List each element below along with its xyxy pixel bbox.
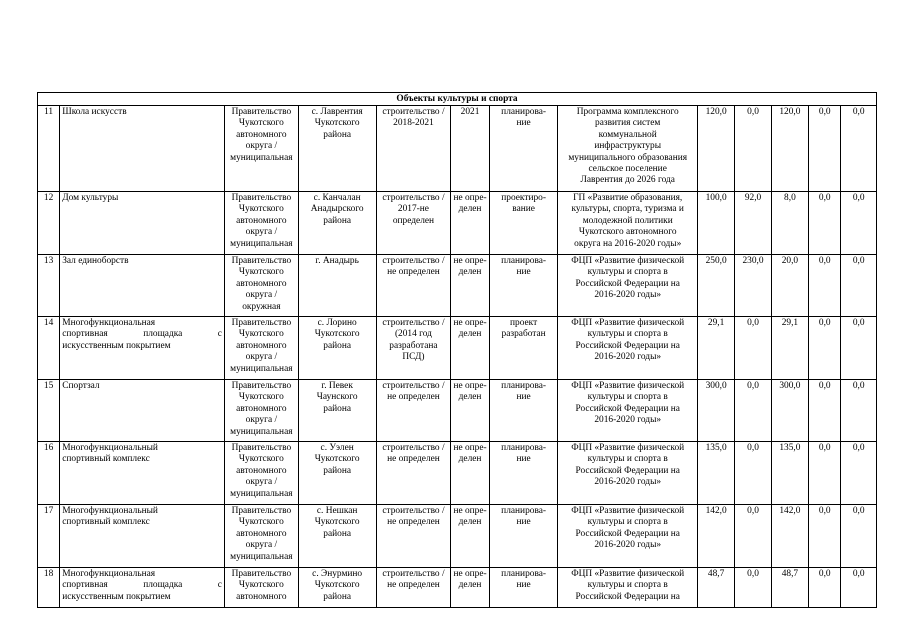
program-cell: ФЦП «Развитие физической культуры и спорта в Российской Федерации на bbox=[558, 568, 697, 608]
location-cell: с. Лаврентия Чукотского района bbox=[298, 106, 376, 192]
object-name-line: Многофункциональная bbox=[62, 318, 156, 328]
program-cell: ФЦП «Развитие физической культуры и спорта в Российской Федерации на 2016-2020 годы» bbox=[558, 317, 697, 380]
value-total: 250,0 bbox=[697, 255, 734, 317]
object-name: Многофункциональный спортивный комплекс bbox=[60, 442, 225, 505]
value-col-2: 0,0 bbox=[735, 380, 771, 442]
location-cell: с. Канчалан Анадырского района bbox=[298, 192, 376, 255]
value-col-4: 0,0 bbox=[809, 568, 841, 608]
location-cell: с. Лорино Чукотского района bbox=[298, 317, 376, 380]
stage-cell: планирова- ние bbox=[489, 380, 558, 442]
value-col-3: 29,1 bbox=[771, 317, 808, 380]
work-type-cell: строительство / не определен bbox=[376, 380, 451, 442]
row-number: 14 bbox=[38, 317, 60, 380]
table-row bbox=[38, 192, 877, 255]
value-col-4: 0,0 bbox=[809, 505, 841, 568]
customer-cell: Правительство Чукотского автономного округа / муниципальная bbox=[224, 442, 298, 505]
year-cell: не опре- делен bbox=[451, 442, 489, 505]
value-col-5: 0,0 bbox=[841, 505, 877, 568]
value-col-3: 20,0 bbox=[771, 255, 808, 317]
table-row bbox=[38, 317, 877, 380]
year-cell: не опре- делен bbox=[451, 505, 489, 568]
customer-cell: Правительство Чукотского автономного округа / муниципальная bbox=[224, 192, 298, 255]
location-cell: г. Анадырь bbox=[298, 255, 376, 317]
year-cell: не опре- делен bbox=[451, 192, 489, 255]
table-row bbox=[38, 380, 877, 442]
object-name: Спортзал bbox=[60, 380, 225, 442]
program-cell: Программа комплексного развития систем коммунальной инфраструктуры муниципального образования сельское поселение Лаврентия до 2026 года bbox=[558, 106, 697, 192]
object-name-line: спортивная площадка с bbox=[62, 329, 222, 340]
object-name: Школа искусств bbox=[60, 106, 225, 192]
location-cell: с. Энурмино Чукотского района bbox=[298, 568, 376, 608]
document-table-page bbox=[37, 92, 877, 640]
customer-cell: Правительство Чукотского автономного bbox=[224, 568, 298, 608]
work-type-cell: строительство / не определен bbox=[376, 442, 451, 505]
work-type-cell: строительство / 2017-не определен bbox=[376, 192, 451, 255]
value-col-4: 0,0 bbox=[809, 192, 841, 255]
value-col-2: 92,0 bbox=[735, 192, 771, 255]
value-col-2: 0,0 bbox=[735, 442, 771, 505]
stage-cell: планирова- ние bbox=[489, 568, 558, 608]
value-col-5: 0,0 bbox=[841, 106, 877, 192]
program-cell: ФЦП «Развитие физической культуры и спорта в Российской Федерации на 2016-2020 годы» bbox=[558, 255, 697, 317]
value-col-5: 0,0 bbox=[841, 317, 877, 380]
object-name: Многофункциональный спортивный комплекс bbox=[60, 505, 225, 568]
stage-cell: планирова- ние bbox=[489, 106, 558, 192]
section-header-row bbox=[38, 93, 877, 106]
value-col-2: 0,0 bbox=[735, 505, 771, 568]
row-number: 12 bbox=[38, 192, 60, 255]
stage-cell: проект разработан bbox=[489, 317, 558, 380]
object-name-line: искусственным покрытием bbox=[62, 340, 171, 351]
program-cell: ФЦП «Развитие физической культуры и спорта в Российской Федерации на 2016-2020 годы» bbox=[558, 380, 697, 442]
year-cell: не опре- делен bbox=[451, 380, 489, 442]
table-row bbox=[38, 106, 877, 192]
work-type-cell: строительство / не определен bbox=[376, 505, 451, 568]
stage-cell: проектиро- вание bbox=[489, 192, 558, 255]
object-name bbox=[60, 317, 225, 380]
section-title: Объекты культуры и спорта bbox=[38, 93, 877, 106]
stage-cell: планирова- ние bbox=[489, 442, 558, 505]
value-col-3: 142,0 bbox=[771, 505, 808, 568]
program-cell: ФЦП «Развитие физической культуры и спорта в Российской Федерации на 2016-2020 годы» bbox=[558, 442, 697, 505]
object-name-line: искусственным покрытием bbox=[62, 591, 171, 602]
value-total: 100,0 bbox=[697, 192, 734, 255]
row-number: 13 bbox=[38, 255, 60, 317]
location-cell: г. Певек Чаунского района bbox=[298, 380, 376, 442]
value-col-3: 135,0 bbox=[771, 442, 808, 505]
work-type-cell: строительство / не определен bbox=[376, 568, 451, 608]
customer-cell: Правительство Чукотского автономного округа / муниципальная bbox=[224, 106, 298, 192]
value-col-3: 8,0 bbox=[771, 192, 808, 255]
customer-cell: Правительство Чукотского автономного округа / окружная bbox=[224, 255, 298, 317]
location-cell: с. Уэлен Чукотского района bbox=[298, 442, 376, 505]
row-number: 18 bbox=[38, 568, 60, 608]
object-name: Дом культуры bbox=[60, 192, 225, 255]
value-col-3: 300,0 bbox=[771, 380, 808, 442]
value-col-5: 0,0 bbox=[841, 442, 877, 505]
year-cell: не опре- делен bbox=[451, 317, 489, 380]
value-col-5: 0,0 bbox=[841, 568, 877, 608]
value-col-4: 0,0 bbox=[809, 442, 841, 505]
value-col-4: 0,0 bbox=[809, 380, 841, 442]
value-col-5: 0,0 bbox=[841, 192, 877, 255]
value-total: 29,1 bbox=[697, 317, 734, 380]
value-col-3: 48,7 bbox=[771, 568, 808, 608]
value-col-2: 0,0 bbox=[735, 106, 771, 192]
row-number: 11 bbox=[38, 106, 60, 192]
value-col-3: 120,0 bbox=[771, 106, 808, 192]
object-name: Зал единоборств bbox=[60, 255, 225, 317]
value-col-4: 0,0 bbox=[809, 106, 841, 192]
stage-cell: планирова- ние bbox=[489, 255, 558, 317]
customer-cell: Правительство Чукотского автономного округа / муниципальная bbox=[224, 505, 298, 568]
value-col-5: 0,0 bbox=[841, 380, 877, 442]
location-cell: с. Нешкан Чукотского района bbox=[298, 505, 376, 568]
year-cell: 2021 bbox=[451, 106, 489, 192]
stage-cell: планирова- ние bbox=[489, 505, 558, 568]
value-col-4: 0,0 bbox=[809, 317, 841, 380]
value-col-2: 230,0 bbox=[735, 255, 771, 317]
work-type-cell: строительство / не определен bbox=[376, 255, 451, 317]
table-row bbox=[38, 505, 877, 568]
object-name-line: спортивная площадка с bbox=[62, 580, 222, 591]
customer-cell: Правительство Чукотского автономного округа / муниципальная bbox=[224, 317, 298, 380]
year-cell: не опре- делен bbox=[451, 255, 489, 317]
table-row bbox=[38, 442, 877, 505]
object-name-line: Многофункциональная bbox=[62, 569, 156, 579]
value-col-2: 0,0 bbox=[735, 568, 771, 608]
program-cell: ГП «Развитие образования, культуры, спорта, туризма и молодежной политики Чукотского автономного округа на 2016-2020 годы» bbox=[558, 192, 697, 255]
value-total: 142,0 bbox=[697, 505, 734, 568]
table-row bbox=[38, 568, 877, 608]
row-number: 17 bbox=[38, 505, 60, 568]
row-number: 15 bbox=[38, 380, 60, 442]
program-cell: ФЦП «Развитие физической культуры и спорта в Российской Федерации на 2016-2020 годы» bbox=[558, 505, 697, 568]
value-total: 48,7 bbox=[697, 568, 734, 608]
value-col-5: 0,0 bbox=[841, 255, 877, 317]
object-name bbox=[60, 568, 225, 608]
objects-table bbox=[37, 92, 877, 608]
value-col-4: 0,0 bbox=[809, 255, 841, 317]
table-row bbox=[38, 255, 877, 317]
value-total: 135,0 bbox=[697, 442, 734, 505]
value-total: 300,0 bbox=[697, 380, 734, 442]
work-type-cell: строительство / (2014 год разработана ПСД) bbox=[376, 317, 451, 380]
customer-cell: Правительство Чукотского автономного округа / муниципальная bbox=[224, 380, 298, 442]
value-total: 120,0 bbox=[697, 106, 734, 192]
row-number: 16 bbox=[38, 442, 60, 505]
value-col-2: 0,0 bbox=[735, 317, 771, 380]
year-cell: не опре- делен bbox=[451, 568, 489, 608]
work-type-cell: строительство / 2018-2021 bbox=[376, 106, 451, 192]
